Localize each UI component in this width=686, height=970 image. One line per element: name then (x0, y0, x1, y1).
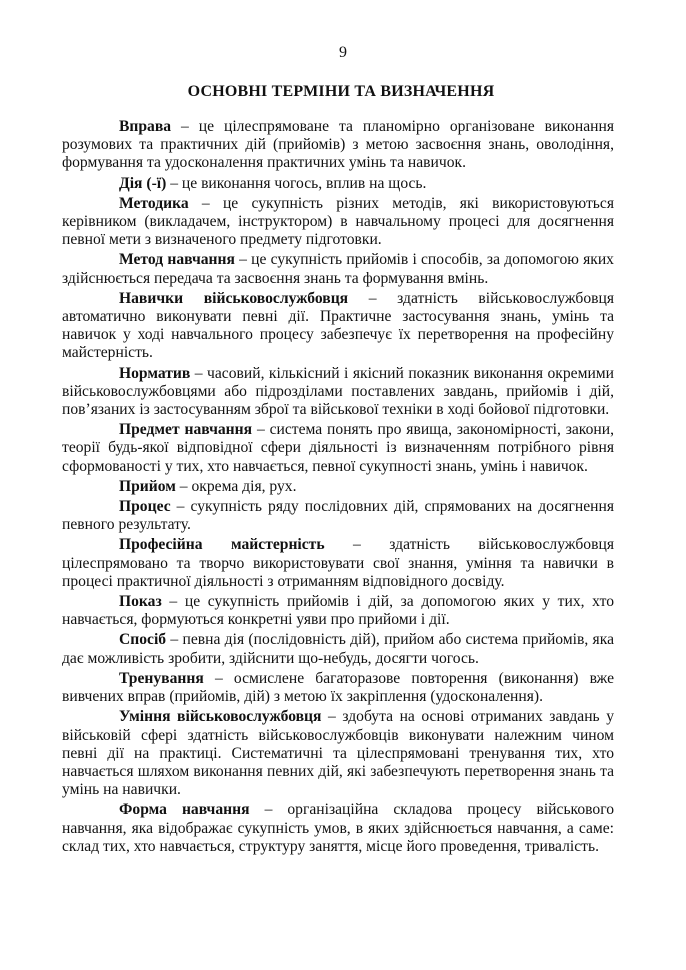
term-label: Процес (119, 498, 171, 516)
definition-vprava (62, 118, 614, 173)
definition-text: – це сукупність прийомів і дій, за допомогою яких у тих, хто навчається, формуються конкретні уяви про прийоми і дії. (62, 593, 614, 629)
term-label: Методика (119, 194, 189, 212)
definition-text: – система понять про явища, закономірності, закони, теорії будь-якої відповідної сфери діяльності із визначенням потрібного рівня сформованості у тих, хто навчається, певної сукупності знань, умінь і навичок. (62, 421, 614, 475)
term-label: Професійна майстерність (119, 536, 325, 554)
definition-text: – здобута на основі отриманих завдань у військовій сфері здатність військовослужбовців виконувати належним чином певні дії на практиці. Систематичні та цілеспрямовані тренування тих, хто навчається шляхом виконання певних дій, які забезпечують перетворення знань та умінь на навички. (62, 708, 614, 799)
definition-sposib (62, 631, 614, 667)
definition-navychky (62, 290, 614, 363)
definition-text: – це сукупність прийомів і способів, за допомогою яких здійснюється передача та засвоєння знань та формування вмінь. (62, 251, 614, 287)
term-label: Показ (119, 593, 162, 611)
definition-protses (62, 498, 614, 534)
definition-text: – це цілеспрямоване та планомірно організоване виконання розумових та практичних дій (прийомів) з метою засвоєння знань, оволодіння, формування та удосконалення практичних умінь та навичок. (62, 118, 614, 172)
definition-forma-navchannia (62, 801, 614, 856)
definition-pokaz (62, 593, 614, 629)
definition-predmet-navchannia (62, 421, 614, 476)
term-label: Тренування (119, 669, 204, 687)
definition-diia (62, 175, 614, 193)
definition-profesiina-maisternist (62, 536, 614, 591)
definition-metodyka (62, 195, 614, 250)
definition-text: – це виконання чогось, вплив на щось. (166, 174, 427, 192)
term-label: Навички військовослужбовця (119, 289, 349, 307)
definition-metod-navchannia (62, 251, 614, 287)
term-label: Спосіб (119, 631, 167, 649)
term-label: Уміння військовослужбовця (119, 708, 322, 726)
definition-pryiom (62, 478, 614, 496)
definition-text: – здатність військовослужбовця цілеспрямовано та творчо використовувати свої знання, уміння та навички в процесі практичної діяльності з отриманням відповідного досвіду. (62, 536, 614, 590)
definition-text: – окрема дія, рух. (175, 477, 297, 495)
definition-trenuvannia (62, 670, 614, 706)
definition-normatyv (62, 365, 614, 420)
term-label: Вправа (119, 118, 172, 135)
term-label: Метод навчання (119, 251, 235, 269)
term-label: Предмет навчання (119, 421, 253, 439)
page-title: ОСНОВНІ ТЕРМІНИ ТА ВИЗНАЧЕННЯ (187, 83, 495, 100)
definition-text: – осмислене багаторазове повторення (виконання) вже вивчених вправ (прийомів, дій) з метою їх закріплення (удосконалення). (62, 669, 614, 706)
term-label: Прийом (119, 477, 176, 495)
definition-text: – певна дія (послідовність дій), прийом або система прийомів, яка дає можливість зробити, здійснити що-небудь, досягти чогось. (62, 631, 614, 667)
definition-text: – здатність військовослужбовця автоматично виконувати певні дії. Практичне застосування знань, умінь та навичок у ході навчального процесу забезпечує їх перетворення на професійну майстерність. (62, 289, 615, 362)
definition-text: – сукупність ряду послідовних дій, спрямованих на досягнення певного результату. (62, 498, 614, 534)
definition-text: – це сукупність різних методів, які використовуються керівником (викладачем, інструктором) в навчальному процесі для досягнення певної мети з визначеного предмету підготовки. (62, 194, 614, 249)
definitions-list (62, 118, 614, 858)
page-number: 9 (339, 44, 347, 61)
term-label: Дія (-ї) (119, 174, 167, 192)
definition-uminnia (62, 708, 614, 799)
term-label: Норматив (119, 364, 191, 382)
definition-text: – організаційна складова процесу військового навчання, яка відображає сукупність умов, в яких здійснюється навчання, а саме: склад тих, хто навчається, структуру заняття, місце його проведення, тривалість. (62, 801, 614, 855)
term-label: Форма навчання (119, 801, 250, 819)
definition-text: – часовий, кількісний і якісний показник виконання окремими військовослужбовцями або підрозділами поставлених завдань, прийомів і дій, пов’язаних із застосуванням зброї та військової техніки в ході бойової підготовки. (62, 364, 614, 419)
